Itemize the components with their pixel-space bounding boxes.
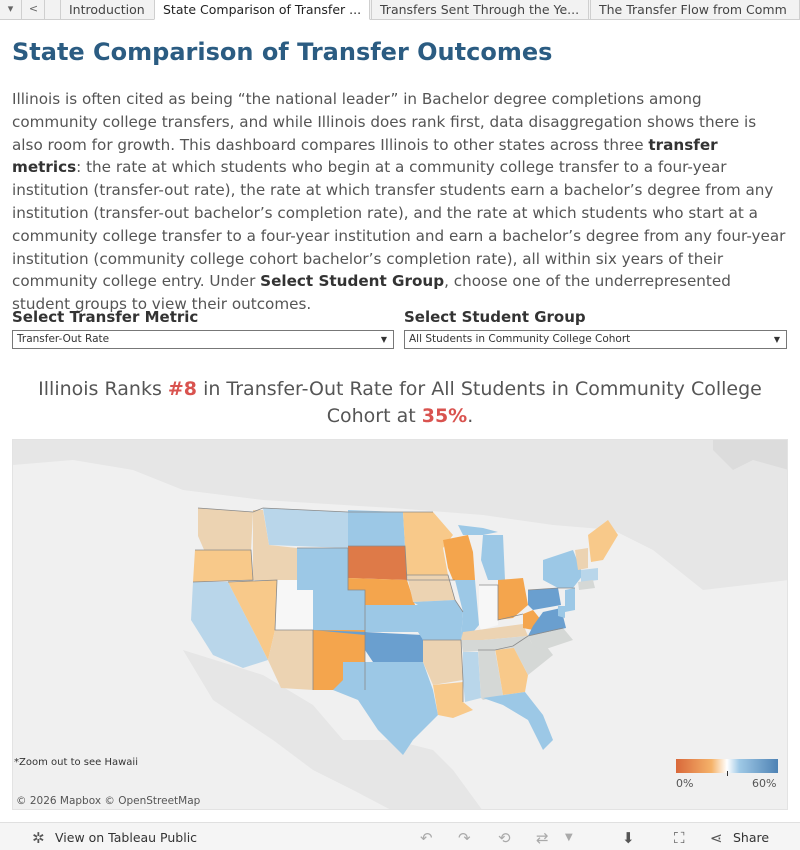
state-new-jersey[interactable]	[565, 588, 575, 612]
tab-introduction[interactable]: Introduction	[60, 0, 155, 20]
tab-transfers-sent[interactable]: Transfers Sent Through the Ye...	[371, 0, 589, 20]
state-colorado[interactable]	[313, 590, 365, 630]
state-maryland[interactable]	[558, 606, 565, 618]
transfer-metrics-emphasis: transfer metrics	[12, 135, 718, 177]
state-south-dakota[interactable]	[348, 546, 407, 580]
state-oregon[interactable]	[193, 550, 253, 582]
fullscreen-icon[interactable]: ⛶	[674, 829, 685, 847]
revert-icon[interactable]: ⟲	[498, 829, 511, 847]
select-student-group-emphasis: Select Student Group	[260, 272, 445, 291]
chevron-down-icon[interactable]: ▼	[565, 832, 573, 843]
rank-headline: Illinois Ranks #8 in Transfer-Out Rate for All Students in Community College Cohort at 35%.	[38, 378, 762, 427]
state-iowa[interactable]	[407, 575, 455, 602]
state-pennsylvania[interactable]	[528, 588, 561, 610]
zoom-hawaii-note: *Zoom out to see Hawaii	[14, 757, 138, 768]
legend-max-label: 60%	[752, 777, 777, 790]
page-title: State Comparison of Transfer Outcomes	[12, 38, 553, 66]
caret-down-icon: ▼	[380, 335, 387, 344]
state-mississippi[interactable]	[463, 652, 481, 702]
state-michigan-upper[interactable]	[458, 525, 498, 535]
state-ohio[interactable]	[498, 578, 528, 620]
metric-dropdown[interactable]	[12, 330, 394, 349]
tab-prev-arrow-icon[interactable]: <	[23, 0, 45, 19]
share-button[interactable]: Share	[733, 830, 770, 845]
group-dropdown[interactable]	[404, 330, 787, 349]
state-missouri[interactable]	[413, 600, 463, 640]
map-canvas	[13, 440, 788, 810]
metric-filter-label: Select Transfer Metric	[12, 308, 199, 326]
state-montana[interactable]	[263, 508, 348, 548]
share-icon[interactable]: ⋖	[710, 829, 723, 847]
state-wyoming[interactable]	[297, 548, 348, 590]
sheet-tab-strip	[0, 0, 800, 20]
rate-value: 35%	[421, 405, 468, 427]
tableau-logo-icon: ✲	[32, 829, 45, 847]
state-connecticut[interactable]	[578, 580, 595, 590]
state-michigan[interactable]	[481, 535, 505, 580]
download-icon[interactable]: ⬇	[622, 829, 635, 847]
state-arkansas[interactable]	[423, 640, 463, 685]
redo-icon[interactable]: ↷	[458, 829, 471, 847]
legend-min-label: 0%	[676, 777, 694, 790]
tab-menu-chevron-icon[interactable]: ▾	[0, 0, 22, 19]
metric-dropdown-value: Transfer-Out Rate	[17, 333, 110, 345]
state-wisconsin[interactable]	[443, 535, 475, 580]
intro-paragraph: Illinois is often cited as being “the national leader” in Bachelor degree completions among community college transfers, and while Illinois does rank first, data disaggregation shows there is also room for growth. This dashboard compares Illinois to other states across three transfer metrics: the rate at which students who begin at a community college transfer to a four-year institution (transfer-out rate), the rate at which transfer students earn a bachelor’s degree from any institution (transfer-out bachelor’s completion rate), and the rate at which students who start at a community college transfer to a four-year institution and earn a bachelor’s degree from any four-year institution (community college cohort bachelor’s completion rate), all within six years of their community college entry. Under Select Student Group, choose one of the underrepresented student groups to view their outcomes.	[12, 90, 786, 314]
group-dropdown-value: All Students in Community College Cohort	[409, 333, 631, 345]
state-washington[interactable]	[198, 508, 253, 552]
state-arizona[interactable]	[268, 630, 313, 690]
refresh-icon[interactable]: ⇄	[536, 829, 549, 847]
tab-transfer-flow[interactable]: The Transfer Flow from Comm	[590, 0, 800, 20]
rank-value: #8	[167, 378, 198, 400]
map-attribution[interactable]: © 2026 Mapbox © OpenStreetMap	[16, 795, 201, 807]
state-massachusetts[interactable]	[581, 568, 598, 582]
caret-down-icon: ▼	[773, 335, 780, 344]
state-florida[interactable]	[483, 692, 553, 750]
state-indiana[interactable]	[479, 585, 498, 630]
undo-icon[interactable]: ↶	[420, 829, 433, 847]
state-kansas[interactable]	[365, 605, 418, 632]
group-filter-label: Select Student Group	[404, 308, 586, 326]
us-state-map[interactable]	[12, 439, 788, 810]
legend-illinois-marker	[727, 771, 728, 776]
view-on-tableau-public-link[interactable]: View on Tableau Public	[55, 830, 198, 845]
tab-state-comparison[interactable]: State Comparison of Transfer ...	[154, 0, 370, 20]
tableau-toolbar	[0, 822, 800, 850]
state-north-dakota[interactable]	[348, 510, 405, 546]
